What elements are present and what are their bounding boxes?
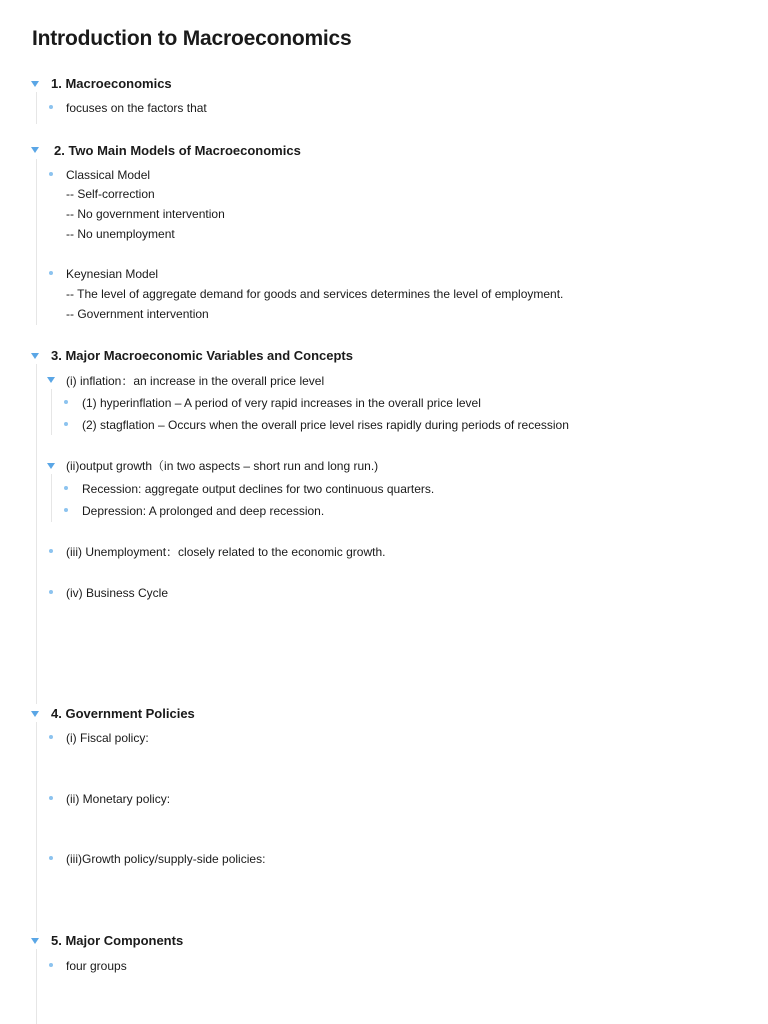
bullet-icon bbox=[64, 400, 68, 404]
list-item-line: -- The level of aggregate demand for goods and services determines the level of employment. bbox=[66, 287, 564, 301]
list-item: four groups bbox=[66, 959, 127, 973]
inflation-guide bbox=[51, 389, 52, 435]
section-4-guide bbox=[36, 722, 37, 932]
bullet-icon bbox=[49, 105, 53, 109]
section-heading: 4. Government Policies bbox=[51, 706, 195, 721]
bullet-icon bbox=[49, 590, 53, 594]
collapse-toggle-icon[interactable] bbox=[31, 147, 39, 153]
collapse-toggle-icon[interactable] bbox=[47, 463, 55, 469]
list-item: Recession: aggregate output declines for two continuous quarters. bbox=[82, 482, 435, 496]
collapse-toggle-icon[interactable] bbox=[31, 353, 39, 359]
list-item: (iv) Business Cycle bbox=[66, 586, 169, 600]
section-2-guide bbox=[36, 159, 37, 325]
list-item: (ii)output growth（in two aspects – short run and long run.) bbox=[66, 459, 379, 473]
list-item: (iii)Growth policy/supply-side policies: bbox=[66, 852, 266, 866]
list-item: (i) inflation：an increase in the overall price level bbox=[66, 374, 325, 388]
list-item: (2) stagflation – Occurs when the overall price level rises rapidly during periods of recession bbox=[82, 418, 569, 432]
section-heading: 5. Major Components bbox=[51, 933, 184, 948]
bullet-icon bbox=[49, 271, 53, 275]
section-5-guide bbox=[36, 949, 37, 1024]
list-item: Keynesian Model bbox=[66, 267, 159, 281]
bullet-icon bbox=[64, 422, 68, 426]
section-3-guide bbox=[36, 364, 37, 704]
collapse-toggle-icon[interactable] bbox=[31, 711, 39, 717]
list-item: focuses on the factors that bbox=[66, 101, 207, 115]
collapse-toggle-icon[interactable] bbox=[47, 377, 55, 383]
bullet-icon bbox=[49, 856, 53, 860]
list-item: Depression: A prolonged and deep recession. bbox=[82, 504, 325, 518]
bullet-icon bbox=[64, 486, 68, 490]
bullet-icon bbox=[49, 549, 53, 553]
output-guide bbox=[51, 474, 52, 522]
list-item: (iii) Unemployment：closely related to the economic growth. bbox=[66, 545, 386, 559]
bullet-icon bbox=[49, 172, 53, 176]
bullet-icon bbox=[64, 508, 68, 512]
collapse-toggle-icon[interactable] bbox=[31, 81, 39, 87]
list-item-line: -- Self-correction bbox=[66, 187, 155, 201]
list-item: (i) Fiscal policy: bbox=[66, 731, 149, 745]
collapse-toggle-icon[interactable] bbox=[31, 938, 39, 944]
bullet-icon bbox=[49, 963, 53, 967]
bullet-icon bbox=[49, 735, 53, 739]
section-heading: 2. Two Main Models of Macroeconomics bbox=[54, 143, 301, 158]
section-1-guide bbox=[36, 92, 37, 124]
section-heading: 1. Macroeconomics bbox=[51, 76, 172, 91]
page-title: Introduction to Macroeconomics bbox=[32, 27, 352, 50]
list-item: Classical Model bbox=[66, 168, 151, 182]
list-item-line: -- No government intervention bbox=[66, 207, 225, 221]
list-item: (1) hyperinflation – A period of very rapid increases in the overall price level bbox=[82, 396, 481, 410]
section-heading: 3. Major Macroeconomic Variables and Concepts bbox=[51, 348, 353, 363]
bullet-icon bbox=[49, 796, 53, 800]
list-item: (ii) Monetary policy: bbox=[66, 792, 171, 806]
list-item-line: -- No unemployment bbox=[66, 227, 175, 241]
list-item-line: -- Government intervention bbox=[66, 307, 209, 321]
